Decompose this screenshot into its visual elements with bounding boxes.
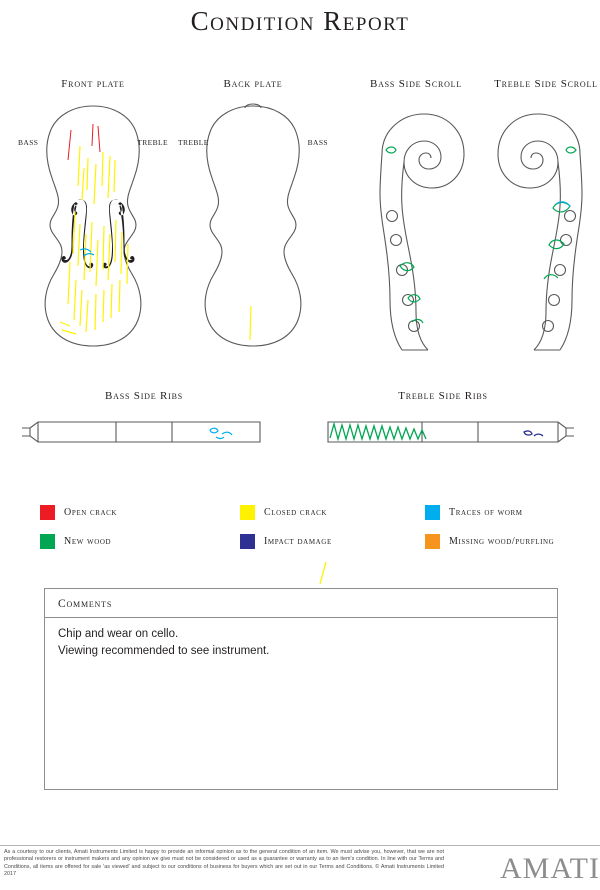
- treble-ribs-outline: [310, 408, 576, 456]
- amati-logo: AMATI: [500, 852, 600, 885]
- comments-line-1: Chip and wear on cello.: [58, 628, 179, 640]
- back-plate-caption: Back plate: [223, 78, 283, 90]
- legend-item-closed-crack: [240, 505, 425, 520]
- page-title: Condition Report: [190, 6, 410, 36]
- ribs-row: [0, 390, 600, 460]
- treble-ribs-caption: Treble Side Ribs: [398, 390, 488, 402]
- front-plate-diagram: [18, 78, 168, 356]
- back-plate-bass-label: BASS: [307, 138, 328, 147]
- legend-row-2: [40, 534, 580, 549]
- comments-body[interactable]: [45, 618, 557, 668]
- bass-ribs-outline: [20, 408, 268, 456]
- treble-scroll-outline: [482, 94, 600, 356]
- diagrams-row: [0, 78, 600, 368]
- bass-ribs-diagram: [20, 390, 268, 456]
- legend: [40, 505, 580, 563]
- legend-label-closed-crack: Closed crack: [264, 507, 328, 518]
- legend-label-impact-damage: Impact damage: [264, 536, 332, 547]
- legend-swatch-open-crack: [40, 505, 55, 520]
- legend-item-new-wood: [40, 534, 240, 549]
- comments-title: Comments: [45, 589, 557, 618]
- comments-line-2: Viewing recommended to see instrument.: [58, 645, 270, 657]
- back-plate-treble-label: TREBLE: [178, 138, 209, 147]
- legend-label-open-crack: Open crack: [64, 507, 118, 518]
- stray-closed-crack-mark: [310, 560, 350, 588]
- legend-item-missing-wood: [425, 534, 580, 549]
- bass-scroll-caption: Bass Side Scroll: [369, 78, 463, 90]
- treble-scroll-diagram: [482, 78, 600, 356]
- front-plate-bass-label: BASS: [18, 138, 39, 147]
- legend-item-traces-of-worm: [425, 505, 580, 520]
- footer-disclaimer: As a courtesy to our clients, Amati Instruments Limited is happy to provide an informal opinion as to the general condition of an item. We must advise you, however, that we are not professional restorers or instrument makers and any opinion we give must not be considered or used as a guarantee or warranty as to an item's condition. In line with our Terms and Conditions, all items are offered for sale 'as viewed' and subject to our conditions of business for buyers which are set out in our Terms and Conditions. © Amati Instruments Limited 2017: [4, 849, 444, 878]
- front-plate-caption: Front plate: [61, 78, 125, 90]
- treble-ribs-diagram: [310, 390, 576, 456]
- back-plate-diagram: [178, 78, 328, 356]
- treble-scroll-caption: Treble Side Scroll: [494, 78, 598, 90]
- legend-label-new-wood: New wood: [64, 536, 112, 547]
- legend-item-open-crack: [40, 505, 240, 520]
- legend-label-missing-wood: Missing wood/purfling: [449, 536, 555, 547]
- legend-row-1: [40, 505, 580, 520]
- front-plate-outline: [18, 94, 168, 356]
- legend-swatch-impact-damage: [240, 534, 255, 549]
- legend-swatch-new-wood: [40, 534, 55, 549]
- legend-item-impact-damage: [240, 534, 425, 549]
- comments-box: [44, 588, 558, 790]
- back-plate-outline: [178, 94, 328, 356]
- bass-ribs-caption: Bass Side Ribs: [105, 390, 183, 402]
- footer-divider: [0, 845, 600, 846]
- bass-scroll-diagram: [352, 78, 480, 356]
- legend-swatch-closed-crack: [240, 505, 255, 520]
- legend-label-traces-of-worm: Traces of worm: [449, 507, 523, 518]
- legend-swatch-traces-of-worm: [425, 505, 440, 520]
- bass-scroll-outline: [352, 94, 480, 356]
- legend-swatch-missing-wood: [425, 534, 440, 549]
- front-plate-treble-label: TREBLE: [137, 138, 168, 147]
